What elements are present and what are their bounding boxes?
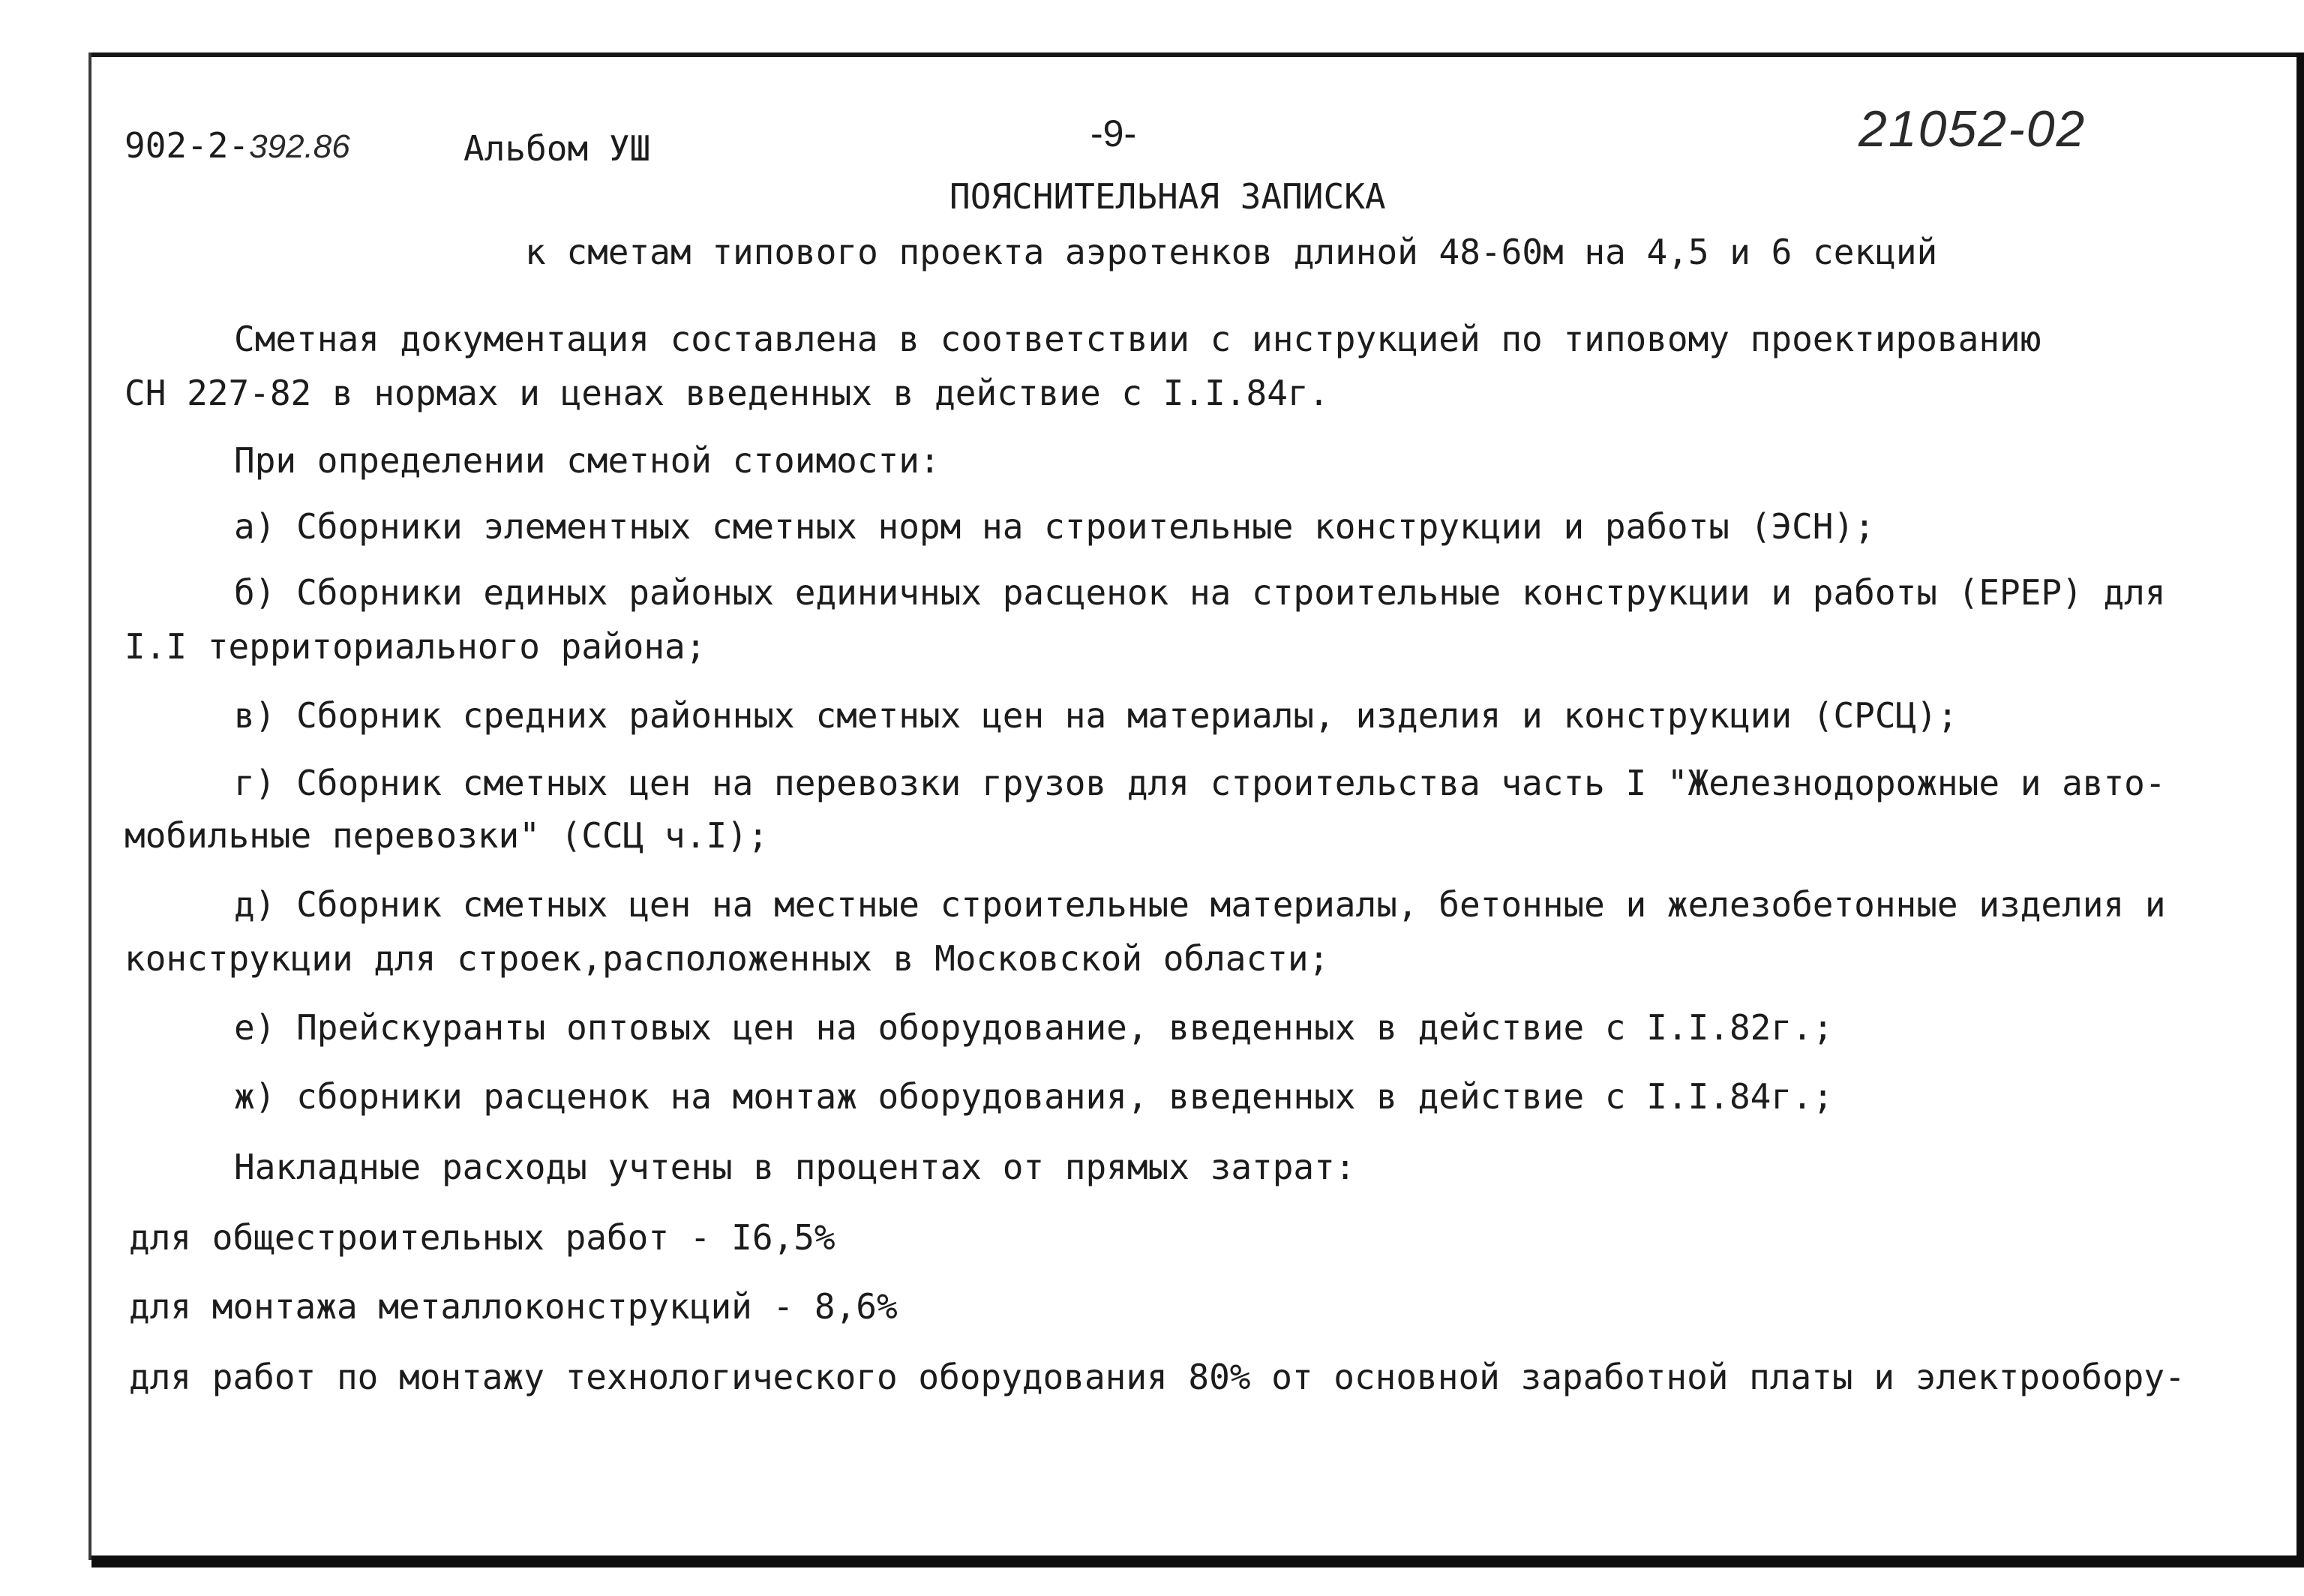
frame-top-border	[88, 52, 2304, 57]
overhead-heading: Накладные расходы учтены в процентах от прямых затрат:	[234, 1147, 1356, 1187]
frame-right-border	[2296, 52, 2304, 1568]
list-item-v: в) Сборник средних районных сметных цен на материалы, изделия и конструкции (СРСЦ);	[234, 695, 1958, 736]
overhead-general-construction: для общестроительных работ - I6,5%	[129, 1217, 836, 1258]
list-item-b-continued: I.I территориального района;	[124, 626, 706, 667]
list-item-g-continued: мобильные перевозки" (ССЦ ч.I);	[124, 815, 769, 856]
document-title: ПОЯСНИТЕЛЬНАЯ ЗАПИСКА	[950, 176, 1386, 217]
list-item-b: б) Сборники единых районых единичных расценок на строительные конструкции и работы (ЕРЕР) для	[234, 572, 2166, 613]
overhead-equipment-installation: для работ по монтажу технологического оборудования 80% от основной заработной платы и электрообору-	[129, 1357, 2186, 1397]
list-item-g: г) Сборник сметных цен на перевозки грузов для строительства часть I "Железнодорожные и авто-	[234, 763, 2166, 803]
paragraph-line: СН 227-82 в нормах и ценах введенных в действие с I.I.84г.	[124, 373, 1330, 413]
frame-bottom-border	[92, 1556, 2304, 1568]
document-code-prefix: 902-2-	[124, 125, 250, 166]
overhead-metal-structures: для монтажа металлоконструкций - 8,6%	[129, 1286, 898, 1327]
project-code: 21052-02	[1858, 100, 2086, 158]
paragraph-line: Сметная документация составлена в соответствии с инструкцией по типовому проектированию	[234, 319, 2042, 359]
list-item-d-continued: конструкции для строек,расположенных в Московской области;	[124, 938, 1330, 979]
list-item-zh: ж) сборники расценок на монтаж оборудования, введенных в действие с I.I.84г.;	[234, 1076, 1834, 1117]
document-code-handwritten: 392.86	[249, 128, 350, 165]
list-item-d: д) Сборник сметных цен на местные строительные материалы, бетонные и железобетонные изделия и	[234, 884, 2166, 925]
paragraph-line: При определении сметной стоимости:	[234, 440, 940, 481]
document-code	[124, 123, 350, 170]
list-item-e: е) Прейскуранты оптовых цен на оборудование, введенных в действие с I.I.82г.;	[234, 1007, 1834, 1048]
page-number: -9-	[1090, 112, 1137, 154]
frame-left-border	[88, 52, 92, 1560]
album-label: Альбом УШ	[464, 128, 651, 169]
document-subtitle: к сметам типового проекта аэротенков длиной 48-60м на 4,5 и 6 секций	[525, 232, 1938, 272]
list-item-a: а) Сборники элементных сметных норм на строительные конструкции и работы (ЭСН);	[234, 506, 1875, 547]
